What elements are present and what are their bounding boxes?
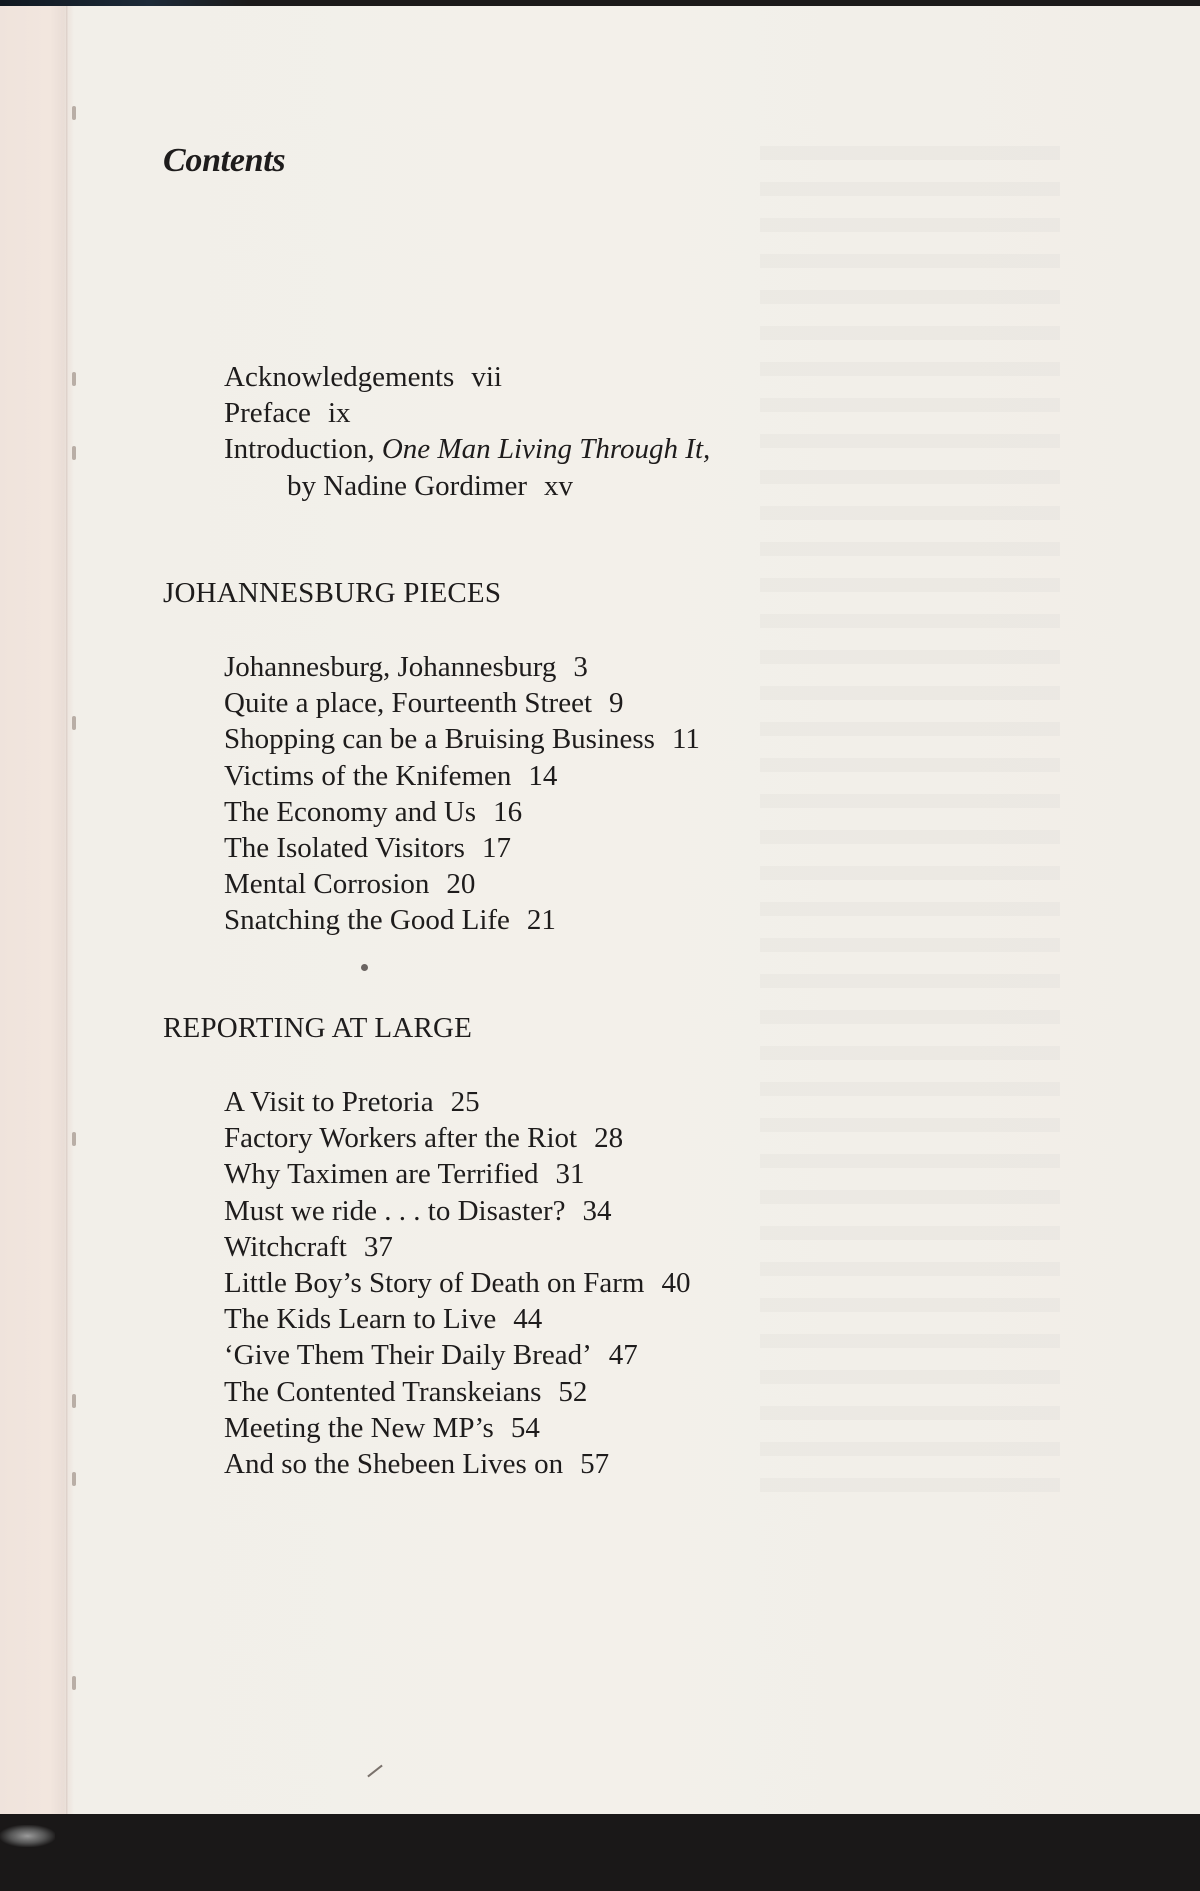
toc-entry-page: 47 [608,1339,638,1372]
toc-entry-title: Preface [224,397,311,430]
toc-entry [224,866,700,902]
toc-entry [224,721,700,757]
toc-entry-page: 17 [481,832,511,865]
toc-entry-title: And so the Shebeen Lives on [224,1448,564,1481]
toc-entry-title: Shopping can be a Bruising Business [224,723,655,756]
toc-entry-title: Johannesburg, Johannesburg [224,651,557,683]
toc-entry [224,1120,690,1156]
toc-entry [224,1446,690,1482]
toc-entry-title: Quite a place, Fourteenth Street [224,687,593,720]
toc-entry-title: Little Boy’s Story of Death on Farm [224,1267,645,1300]
toc-entry [224,1301,690,1337]
toc-entry [224,902,700,938]
toc-entry [224,1337,690,1373]
toc-entry [224,359,710,395]
toc-entry-title: Introduction, [224,433,382,466]
toc-entry-page: xv [544,469,573,502]
toc-entry [224,649,700,685]
toc-entry-title: Must we ride . . . to Disaster? [224,1194,566,1227]
toc-entry [224,468,710,504]
toc-entry-title-italic: One Man Living Through It, [381,433,711,466]
section-title-johannesburg-pieces: JOHANNESBURG PIECES [163,577,502,609]
toc-entry-title: Mental Corrosion [224,868,430,901]
toc-entry [224,758,700,794]
toc-entry [224,1193,690,1229]
toc-entry-title: by Nadine Gordimer [287,469,527,502]
section-title-reporting-at-large: REPORTING AT LARGE [163,1012,473,1044]
toc-entry [224,395,710,431]
toc-entry-title: Meeting the New MP’s [224,1411,494,1444]
toc-entry [224,794,700,830]
toc-entry [224,1265,690,1301]
toc-entry [224,1229,690,1265]
toc-entry-page: 54 [510,1411,540,1444]
toc-entry-title: Snatching the Good Life [224,904,510,937]
toc-entry-title: The Contented Transkeians [224,1375,542,1408]
toc-entry [224,431,710,467]
toc-entry-title: The Isolated Visitors [224,832,465,865]
toc-entry-title: The Kids Learn to Live [224,1303,497,1336]
toc-entry-title: A Visit to Pretoria [224,1086,434,1118]
front-matter-list [224,359,710,504]
toc-entry-page: 21 [526,904,556,937]
toc-entry-page: ix [327,397,351,430]
toc-entry [224,1156,690,1192]
toc-entry-page: 11 [671,723,700,756]
toc-entry-page: 40 [661,1267,691,1300]
johannesburg-pieces-list [224,649,700,939]
toc-entry-title: Witchcraft [224,1230,347,1263]
ink-dot-mark [361,964,368,971]
toc-entry-title: Why Taximen are Terrified [224,1158,539,1191]
toc-entry-title: Victims of the Knifemen [224,759,512,792]
toc-entry-title: Factory Workers after the Riot [224,1122,578,1155]
pencil-mark [367,1765,382,1778]
toc-entry-page: 31 [555,1158,585,1191]
toc-entry [224,1374,690,1410]
toc-entry [224,830,700,866]
toc-entry-page: 25 [450,1086,480,1118]
toc-entry-page: 52 [558,1375,588,1408]
toc-entry-title: Acknowledgements [224,361,455,393]
toc-entry-title: ‘Give Them Their Daily Bread’ [224,1339,592,1372]
toc-entry-page: 57 [580,1448,610,1481]
toc-entry [224,1084,690,1120]
toc-entry-page: 37 [363,1230,393,1263]
toc-entry-page: 14 [528,759,558,792]
toc-entry-page: 28 [594,1122,624,1155]
toc-entry-page: 9 [609,687,624,720]
toc-entry-page: 20 [446,868,476,901]
toc-entry [224,685,700,721]
toc-entry-page: 34 [582,1194,612,1227]
page-title: Contents [163,142,286,179]
reporting-at-large-list [224,1084,690,1482]
toc-entry-title: The Economy and Us [224,795,477,828]
toc-entry [224,1410,690,1446]
toc-entry-page: vii [471,361,502,393]
toc-entry-page: 44 [513,1303,543,1336]
toc-entry-page: 3 [573,651,588,683]
toc-entry-page: 16 [493,795,523,828]
